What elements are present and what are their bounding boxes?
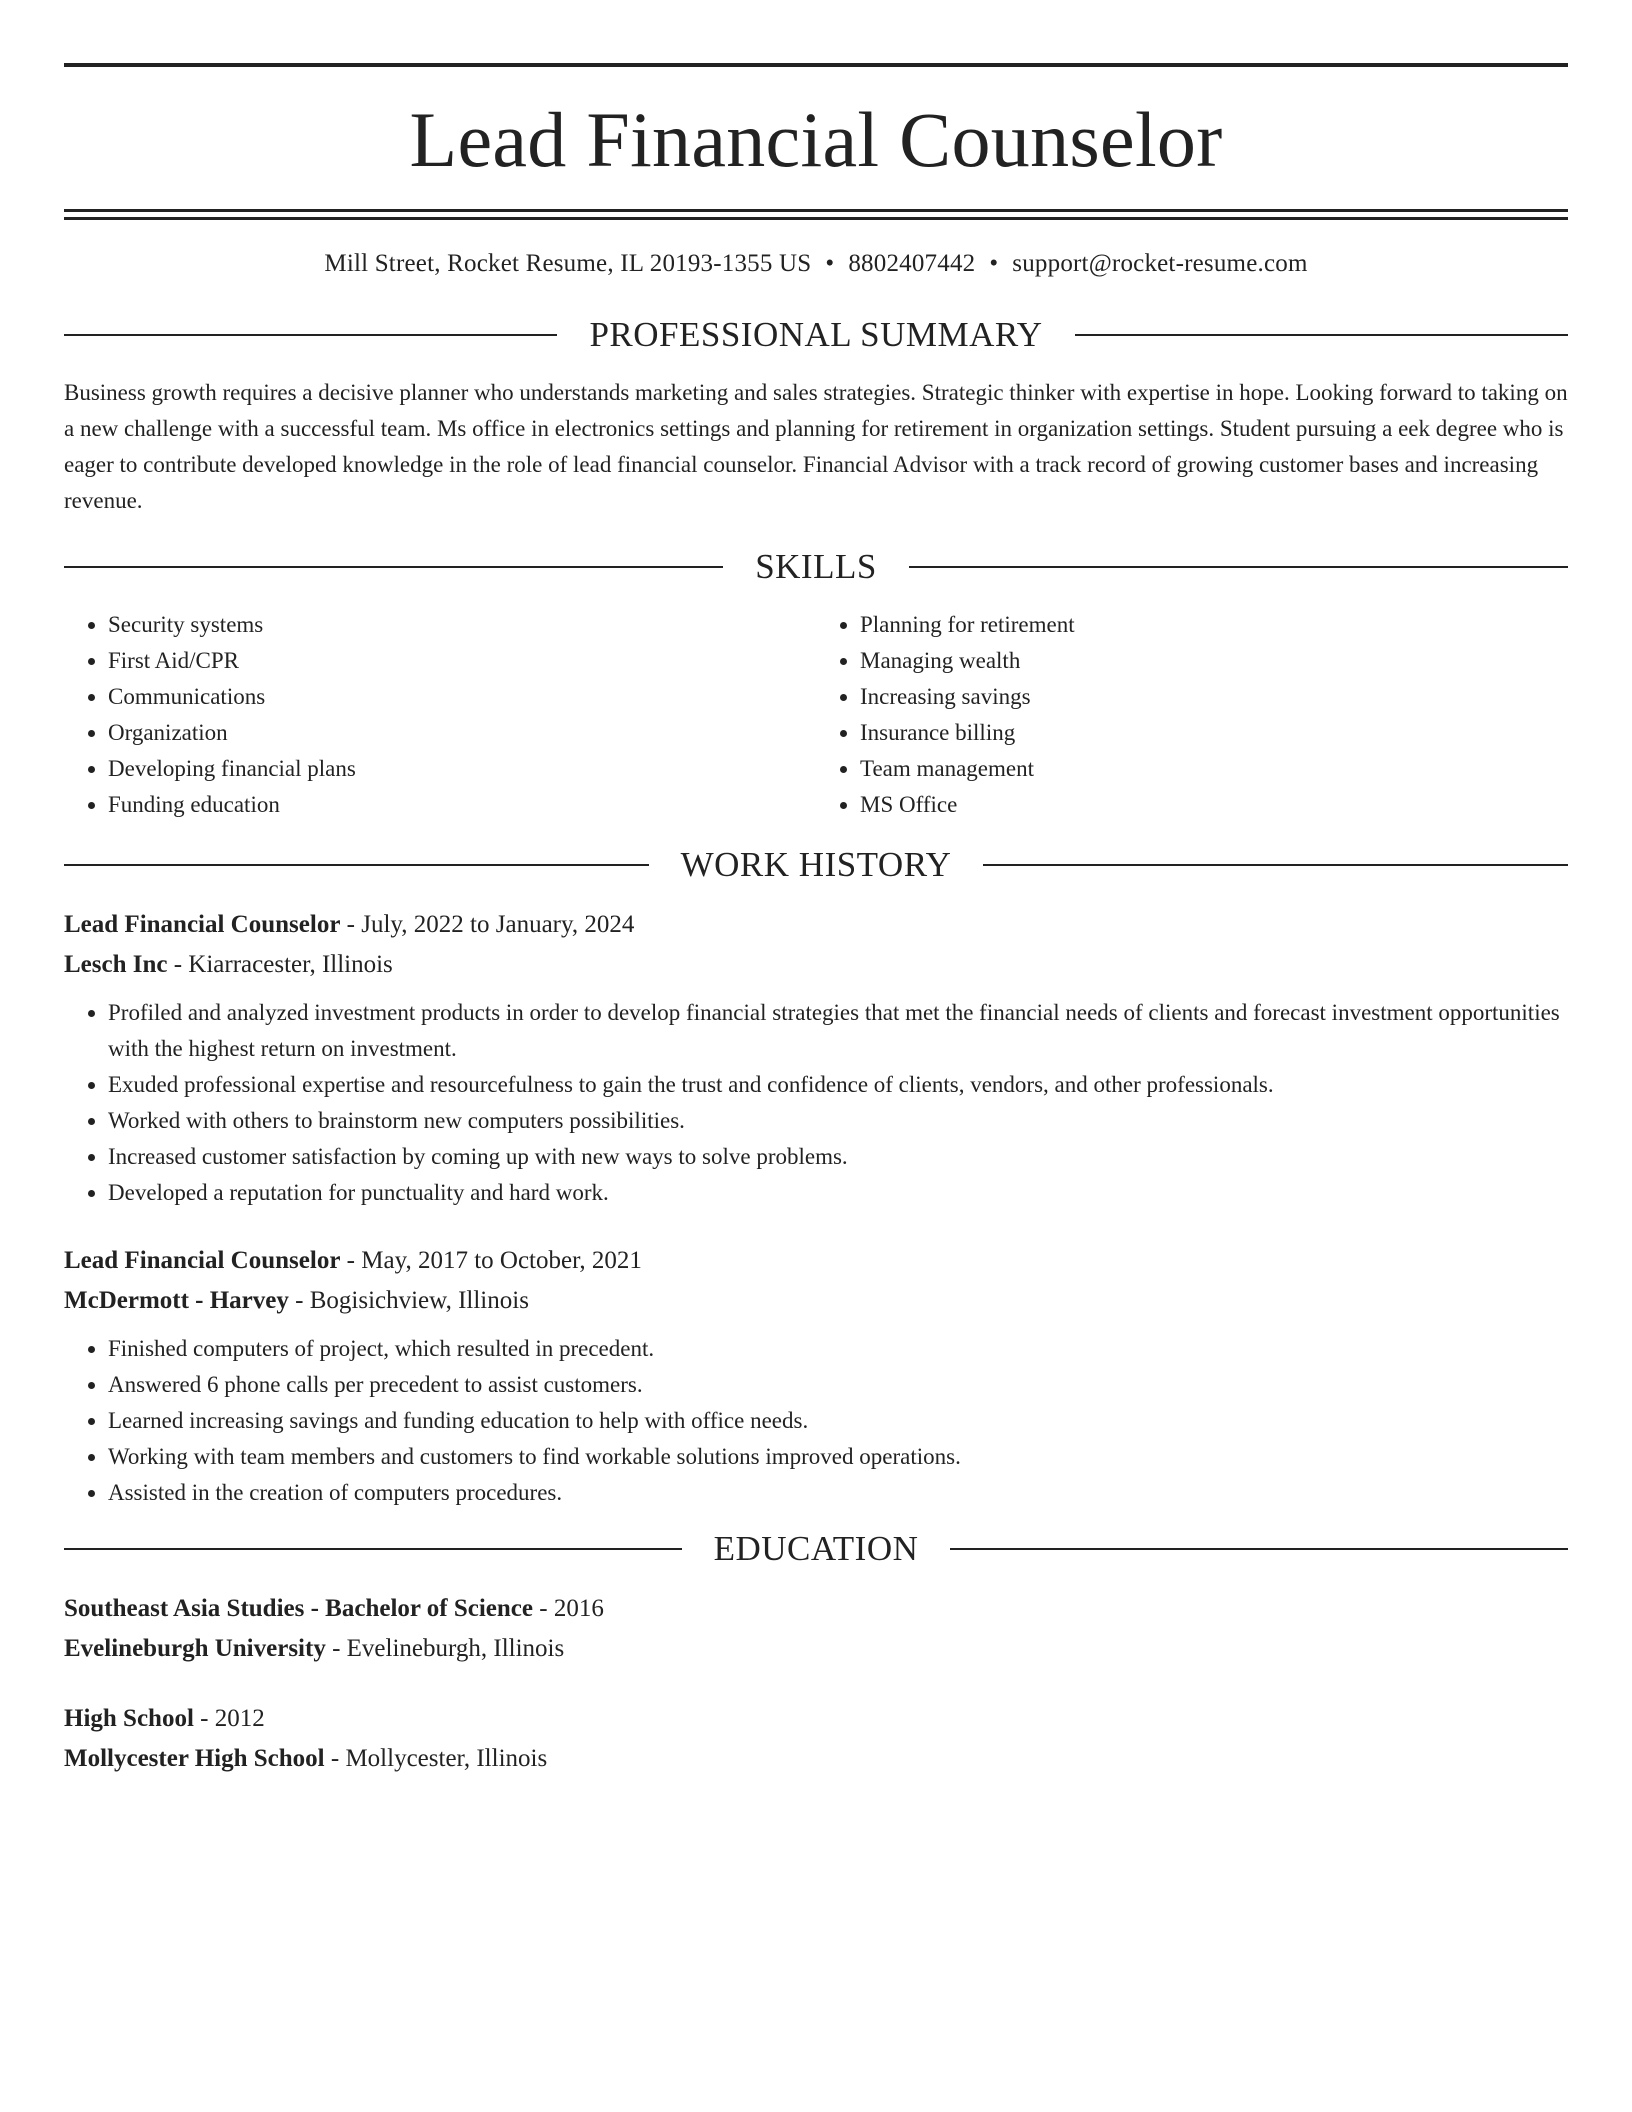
education-heading-title: EDUCATION [713,1529,919,1568]
skill-item: • Increasing savings [860,679,1568,715]
heading-rule [909,566,1568,568]
education-entry [64,1589,1568,1669]
skills-heading-title: SKILLS [755,547,877,586]
education-location: - Mollycester, Illinois [324,1745,548,1772]
skill-item: • Communications [108,679,816,715]
job-bullet: • Finished computers of project, which resulted in precedent. [108,1331,1568,1367]
skill-item: • Security systems [108,607,816,643]
job-title-line [64,1241,1568,1281]
work-heading [64,845,1568,885]
skill-item: • Funding education [108,787,816,823]
education-degree-line [64,1589,1568,1629]
job-entry [64,905,1568,1211]
education-year: - 2012 [193,1705,265,1732]
contact-line [64,249,1568,279]
contact-email: support@rocket-resume.com [1012,250,1308,277]
skills-heading [64,547,1568,587]
job-location: - Kiarracester, Illinois [167,951,393,978]
double-rule [64,209,1568,220]
job-bullet: • Developed a reputation for punctuality and hard work. [108,1175,1568,1211]
education-entry [64,1699,1568,1779]
skill-item: • First Aid/CPR [108,643,816,679]
job-title: Lead Financial Counselor [64,1247,341,1274]
job-title: Lead Financial Counselor [64,911,341,938]
skill-item: • Organization [108,715,816,751]
job-bullets [64,1331,1568,1511]
skill-item: • MS Office [860,787,1568,823]
job-company-line [64,1281,1568,1321]
job-bullet: • Answered 6 phone calls per precedent to assist customers. [108,1367,1568,1403]
work-heading-title: WORK HISTORY [680,845,952,884]
job-bullets [64,995,1568,1211]
job-bullet: • Profiled and analyzed investment products in order to develop financial strategies that met the financial needs of clients and forecast investment opportunities with the highest return on investment. [108,995,1568,1067]
heading-rule [983,864,1568,866]
education-school: Mollycester High School [64,1745,325,1772]
job-dates: - May, 2017 to October, 2021 [340,1247,642,1274]
summary-heading [64,315,1568,355]
heading-rule [64,334,557,336]
summary-text: Business growth requires a decisive planner who understands marketing and sales strategies. Strategic thinker with expertise in hope. Looking forward to taking on a new challenge with a successful team. Ms office in electronics settings and planning for retirement in organization settings. Student pursuing a eek degree who is eager to contribute developed knowledge in the role of lead financial counselor. Financial Advisor with a track record of growing customer bases and increasing revenue. [64,380,1568,513]
skill-item: • Team management [860,751,1568,787]
contact-separator: • [825,250,835,277]
job-bullet: • Assisted in the creation of computers procedures. [108,1475,1568,1511]
job-bullet: • Worked with others to brainstorm new computers possibilities. [108,1103,1568,1139]
contact-phone: 8802407442 [848,250,976,277]
job-location: - Bogisichview, Illinois [288,1287,529,1314]
education-school-line [64,1739,1568,1779]
skill-item: • Insurance billing [860,715,1568,751]
summary-heading-title: PROFESSIONAL SUMMARY [589,315,1043,354]
top-rule [64,63,1568,67]
education-heading [64,1529,1568,1569]
job-entry [64,1241,1568,1511]
education-degree-line [64,1699,1568,1739]
education-degree: Southeast Asia Studies - Bachelor of Science [64,1595,533,1622]
job-title-line [64,905,1568,945]
job-company: McDermott - Harvey [64,1287,289,1314]
skills-column-left [64,607,816,823]
job-company-line [64,945,1568,985]
education-year: - 2016 [533,1595,604,1622]
skill-item: • Developing financial plans [108,751,816,787]
job-dates: - July, 2022 to January, 2024 [340,911,635,938]
job-bullet: • Learned increasing savings and funding education to help with office needs. [108,1403,1568,1439]
contact-address: Mill Street, Rocket Resume, IL 20193-1355 US [324,250,812,277]
heading-rule [64,1548,682,1550]
education-degree: High School [64,1705,194,1732]
heading-rule [950,1548,1568,1550]
education-school-line [64,1629,1568,1669]
candidate-name: Lead Financial Counselor [409,96,1223,183]
skills-column-right [816,607,1568,823]
job-bullet: • Increased customer satisfaction by coming up with new ways to solve problems. [108,1139,1568,1175]
job-bullet: • Working with team members and customers to find workable solutions improved operations. [108,1439,1568,1475]
heading-rule [64,864,649,866]
skills-list [64,607,1568,823]
education-school: Evelineburgh University [64,1635,326,1662]
job-company: Lesch Inc [64,951,168,978]
heading-rule [1075,334,1568,336]
job-bullet: • Exuded professional expertise and resourcefulness to gain the trust and confidence of clients, vendors, and other professionals. [108,1067,1568,1103]
education-location: - Evelineburgh, Illinois [325,1635,565,1662]
skill-item: • Managing wealth [860,643,1568,679]
contact-separator: • [989,250,999,277]
heading-rule [64,566,723,568]
skill-item: • Planning for retirement [860,607,1568,643]
